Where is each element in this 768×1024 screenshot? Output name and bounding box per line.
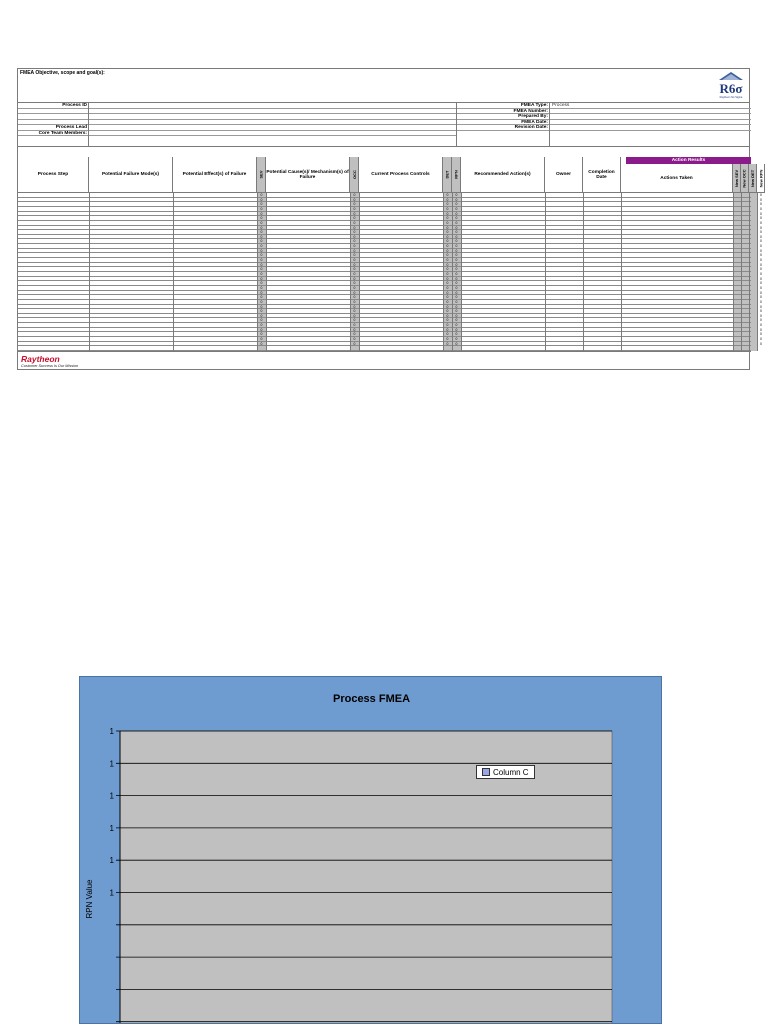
column-divider <box>266 193 267 351</box>
cell-value: 0 <box>260 193 263 197</box>
column-divider <box>757 193 758 351</box>
revision-date-field[interactable] <box>550 125 751 131</box>
cell-value: 0 <box>353 318 356 323</box>
logo-text: R6σ <box>719 81 743 96</box>
info-label: FMEA Type: <box>457 103 549 109</box>
cell-value: 0 <box>455 332 458 337</box>
cell-value: 0 <box>760 248 762 253</box>
cell-value: 0 <box>446 193 449 197</box>
cell-value: 0 <box>760 267 762 272</box>
cell-value: 0 <box>353 230 356 235</box>
cell-value: 0 <box>455 211 458 216</box>
cell-value: 0 <box>455 304 458 309</box>
cell-value: 0 <box>353 253 356 258</box>
cell-value: 0 <box>260 272 263 276</box>
info-labels-right <box>457 103 550 147</box>
cell-value: 0 <box>260 295 263 300</box>
cell-value: 0 <box>760 197 762 202</box>
cell-value: 0 <box>353 244 356 249</box>
cell-value: 0 <box>455 206 458 211</box>
cell-value: 0 <box>260 258 263 263</box>
cell-value: 0 <box>760 211 762 216</box>
cell-value: 0 <box>353 234 356 239</box>
info-label: Prepared By: <box>457 114 549 120</box>
column-header <box>749 164 757 193</box>
cell-value: 0 <box>446 225 449 230</box>
column-divider <box>741 193 742 351</box>
cell-value: 0 <box>760 304 762 309</box>
column-divider <box>583 193 584 351</box>
column-header-label: OCC <box>351 170 357 179</box>
column-header <box>461 157 545 193</box>
cell-value: 0 <box>260 220 263 225</box>
cell-value: 0 <box>760 285 762 290</box>
cell-value: 0 <box>260 299 263 304</box>
cell-value: 0 <box>760 341 762 346</box>
cell-value: 0 <box>353 323 356 328</box>
cell-value: 0 <box>446 262 449 267</box>
cell-value: 0 <box>446 202 449 207</box>
cell-value: 0 <box>446 272 449 276</box>
cell-value: 0 <box>760 239 762 244</box>
legend-label: Column C <box>493 768 529 777</box>
column-header <box>89 157 173 193</box>
column-divider <box>749 193 750 351</box>
objective-label: FMEA Objective, scope and goal(s): <box>20 70 105 76</box>
cell-value: 0 <box>760 234 762 239</box>
cell-value: 0 <box>455 248 458 253</box>
cell-value: 0 <box>446 239 449 244</box>
cell-value: 0 <box>260 290 263 295</box>
cell-value: 0 <box>455 225 458 230</box>
column-header <box>350 157 359 193</box>
cell-value: 0 <box>353 276 356 281</box>
logo-tagline: Raytheon Six Sigma <box>719 96 743 99</box>
objective-section <box>18 69 749 103</box>
cell-value: 0 <box>455 299 458 304</box>
cell-value: 0 <box>455 295 458 300</box>
cell-value: 0 <box>446 197 449 202</box>
cell-value: 0 <box>353 281 356 286</box>
column-header <box>545 157 583 193</box>
cell-value: 0 <box>760 216 762 221</box>
column-divider <box>733 193 734 351</box>
info-label: FMEA Number: <box>457 109 549 115</box>
cell-value: 0 <box>760 220 762 225</box>
cell-value: 0 <box>455 244 458 249</box>
cell-value: 0 <box>353 197 356 202</box>
cell-value: 0 <box>260 253 263 258</box>
column-header <box>741 164 749 193</box>
cell-value: 0 <box>446 248 449 253</box>
cell-value: 0 <box>353 332 356 337</box>
cell-value: 0 <box>353 295 356 300</box>
cell-value: 0 <box>446 327 449 332</box>
y-tick-label: 1 <box>109 888 114 898</box>
plot-area <box>120 731 612 1024</box>
legend-swatch <box>482 768 490 776</box>
cell-value: 0 <box>446 318 449 323</box>
cell-value: 0 <box>446 253 449 258</box>
cell-value: 0 <box>446 234 449 239</box>
y-tick-label: 1 <box>109 856 114 866</box>
column-header-label: New DET <box>750 169 755 187</box>
column-header-label: DET <box>444 170 450 179</box>
info-labels-left <box>18 103 89 147</box>
cell-value: 0 <box>455 253 458 258</box>
column-header <box>359 157 443 193</box>
column-header <box>173 157 257 193</box>
y-tick-label: 1 <box>109 823 114 833</box>
cell-value: 0 <box>260 225 263 230</box>
cell-value: 0 <box>446 323 449 328</box>
cell-value: 0 <box>760 332 762 337</box>
cell-value: 0 <box>446 332 449 337</box>
column-header-label: New SEV <box>734 169 739 187</box>
cell-value: 0 <box>260 211 263 216</box>
column-divider <box>452 193 453 351</box>
cell-value: 0 <box>353 313 356 318</box>
cell-value: 0 <box>260 323 263 328</box>
cell-value: 0 <box>446 309 449 314</box>
cell-value: 0 <box>353 309 356 314</box>
column-divider <box>359 193 360 351</box>
cell-value: 0 <box>760 258 762 263</box>
chart-title: Process FMEA <box>332 693 411 705</box>
cell-value: 0 <box>446 206 449 211</box>
column-header <box>757 164 765 193</box>
cell-value: 0 <box>760 323 762 328</box>
column-header <box>733 164 741 193</box>
cell-value: 0 <box>260 318 263 323</box>
cell-value: 0 <box>353 206 356 211</box>
column-header <box>621 164 733 193</box>
cell-value: 0 <box>760 327 762 332</box>
cell-value: 0 <box>446 304 449 309</box>
column-header <box>452 157 461 193</box>
cell-value: 0 <box>760 244 762 249</box>
cell-value: 0 <box>260 234 263 239</box>
cell-value: 0 <box>353 262 356 267</box>
cell-value: 0 <box>446 211 449 216</box>
cell-value: 0 <box>455 337 458 342</box>
cell-value: 0 <box>760 193 762 197</box>
cell-value: 0 <box>455 281 458 286</box>
y-tick-label: 1 <box>109 759 114 769</box>
footer <box>18 351 751 371</box>
raytheon-tagline: Customer Success Is Our Mission <box>21 364 79 368</box>
cell-value: 0 <box>455 313 458 318</box>
info-values-left[interactable] <box>89 103 457 147</box>
column-divider <box>257 193 258 351</box>
cell-value: 0 <box>455 216 458 221</box>
chart-panel <box>79 676 662 1024</box>
cell-value: 0 <box>455 341 458 346</box>
cell-value: 0 <box>260 244 263 249</box>
column-divider <box>621 193 622 351</box>
fmea-form <box>17 68 763 370</box>
cell-value: 0 <box>353 285 356 290</box>
cell-value: 0 <box>353 272 356 276</box>
cell-value: 0 <box>446 313 449 318</box>
cell-value: 0 <box>353 239 356 244</box>
column-divider <box>443 193 444 351</box>
column-header <box>583 157 621 193</box>
column-header-label: Owner <box>556 172 571 177</box>
info-values-right[interactable] <box>550 103 751 147</box>
cell-value: 0 <box>260 197 263 202</box>
cell-value: 0 <box>455 290 458 295</box>
cell-value: 0 <box>455 239 458 244</box>
cell-value: 0 <box>760 202 762 207</box>
cell-value: 0 <box>260 327 263 332</box>
cell-value: 0 <box>260 341 263 346</box>
column-divider <box>89 193 90 351</box>
y-tick-label: 1 <box>109 791 114 801</box>
cell-value: 0 <box>353 267 356 272</box>
roof-icon <box>716 71 746 81</box>
column-header-label: SEV <box>258 170 264 179</box>
cell-value: 0 <box>353 258 356 263</box>
cell-value: 0 <box>455 276 458 281</box>
cell-value: 0 <box>760 299 762 304</box>
cell-value: 0 <box>260 332 263 337</box>
info-label: FMEA Date: <box>457 120 549 126</box>
cell-value: 0 <box>455 318 458 323</box>
column-divider <box>461 193 462 351</box>
cell-value: 0 <box>760 309 762 314</box>
cell-value: 0 <box>455 202 458 207</box>
cell-value: 0 <box>446 295 449 300</box>
column-header <box>266 157 350 193</box>
fmea-table <box>18 157 763 351</box>
fmea-type-field[interactable]: Process <box>550 103 751 109</box>
column-header-label: New RPN <box>758 169 763 187</box>
cell-value: 0 <box>455 309 458 314</box>
column-divider <box>545 193 546 351</box>
cell-value: 0 <box>260 202 263 207</box>
info-label: Process ID <box>18 103 88 109</box>
cell-value: 0 <box>446 230 449 235</box>
cell-value: 0 <box>353 193 356 197</box>
cell-value: 0 <box>455 323 458 328</box>
column-header-label: Potential Cause(s)/ Mechanism(s) of Failure <box>266 169 349 180</box>
cell-value: 0 <box>260 230 263 235</box>
column-divider <box>350 193 351 351</box>
cell-value: 0 <box>260 206 263 211</box>
action-results-header: Action Results <box>626 157 751 164</box>
info-label: Process Lead <box>18 125 88 131</box>
info-label: Revision Date: <box>457 125 549 131</box>
cell-value: 0 <box>353 290 356 295</box>
cell-value: 0 <box>260 216 263 221</box>
cell-value: 0 <box>760 290 762 295</box>
cell-value: 0 <box>446 267 449 272</box>
y-axis-label: RPN Value <box>85 879 94 919</box>
cell-value: 0 <box>446 220 449 225</box>
column-header-label: Current Process Controls <box>371 172 430 177</box>
cell-value: 0 <box>353 211 356 216</box>
cell-value: 0 <box>260 262 263 267</box>
cell-value: 0 <box>455 272 458 276</box>
cell-value: 0 <box>353 327 356 332</box>
cell-value: 0 <box>260 309 263 314</box>
cell-value: 0 <box>446 341 449 346</box>
cell-value: 0 <box>446 290 449 295</box>
cell-value: 0 <box>760 295 762 300</box>
cell-value: 0 <box>760 276 762 281</box>
info-label: Core Team Members: <box>18 131 88 137</box>
cell-value: 0 <box>260 248 263 253</box>
cell-value: 0 <box>260 267 263 272</box>
cell-value: 0 <box>446 216 449 221</box>
cell-value: 0 <box>455 234 458 239</box>
cell-value: 0 <box>260 285 263 290</box>
cell-value: 0 <box>353 341 356 346</box>
cell-value: 0 <box>455 258 458 263</box>
cell-value: 0 <box>455 267 458 272</box>
cell-value: 0 <box>760 318 762 323</box>
cell-value: 0 <box>260 239 263 244</box>
raytheon-logo: Raytheon <box>21 354 60 364</box>
column-header <box>18 157 89 193</box>
cell-value: 0 <box>760 225 762 230</box>
column-header-label: RPN <box>453 170 459 179</box>
cell-value: 0 <box>260 304 263 309</box>
cell-value: 0 <box>446 258 449 263</box>
r6sigma-logo <box>716 71 746 101</box>
cell-value: 0 <box>455 327 458 332</box>
cell-value: 0 <box>760 313 762 318</box>
cell-value: 0 <box>455 262 458 267</box>
cell-value: 0 <box>446 285 449 290</box>
table-body <box>18 193 762 351</box>
cell-value: 0 <box>455 230 458 235</box>
cell-value: 0 <box>446 244 449 249</box>
chart-legend <box>476 765 535 779</box>
cell-value: 0 <box>353 225 356 230</box>
cell-value: 0 <box>760 337 762 342</box>
info-area <box>18 103 749 147</box>
column-header <box>443 157 452 193</box>
y-tick-label: 1 <box>109 727 114 736</box>
cell-value: 0 <box>760 206 762 211</box>
cell-value: 0 <box>353 220 356 225</box>
column-header-label: Potential Failure Mode(s) <box>101 172 160 177</box>
chart-area <box>80 677 662 1024</box>
column-header-label: Potential Effect(s) of Failure <box>182 172 247 177</box>
cell-value: 0 <box>353 299 356 304</box>
column-header <box>257 157 266 193</box>
cell-value: 0 <box>353 202 356 207</box>
cell-value: 0 <box>353 304 356 309</box>
cell-value: 0 <box>455 197 458 202</box>
column-header-label: Completion Date <box>588 169 615 180</box>
column-header-label: Process Step <box>37 172 69 177</box>
cell-value: 0 <box>455 193 458 197</box>
cell-value: 0 <box>760 281 762 286</box>
cell-value: 0 <box>760 253 762 258</box>
cell-value: 0 <box>760 272 762 276</box>
cell-value: 0 <box>760 262 762 267</box>
cell-value: 0 <box>446 276 449 281</box>
cell-value: 0 <box>260 281 263 286</box>
cell-value: 0 <box>260 276 263 281</box>
column-header-label: Actions Taken <box>660 175 693 181</box>
cell-value: 0 <box>760 230 762 235</box>
cell-value: 0 <box>260 313 263 318</box>
cell-value: 0 <box>353 216 356 221</box>
cell-value: 0 <box>446 299 449 304</box>
core-team-field[interactable] <box>89 131 456 137</box>
column-header-label: Recommended Action(s) <box>474 172 531 177</box>
cell-value: 0 <box>446 281 449 286</box>
cell-value: 0 <box>446 337 449 342</box>
cell-value: 0 <box>353 248 356 253</box>
column-divider <box>173 193 174 351</box>
cell-value: 0 <box>455 285 458 290</box>
cell-value: 0 <box>260 337 263 342</box>
cell-value: 0 <box>353 337 356 342</box>
column-header-label: New OCC <box>742 168 748 188</box>
cell-value: 0 <box>455 220 458 225</box>
